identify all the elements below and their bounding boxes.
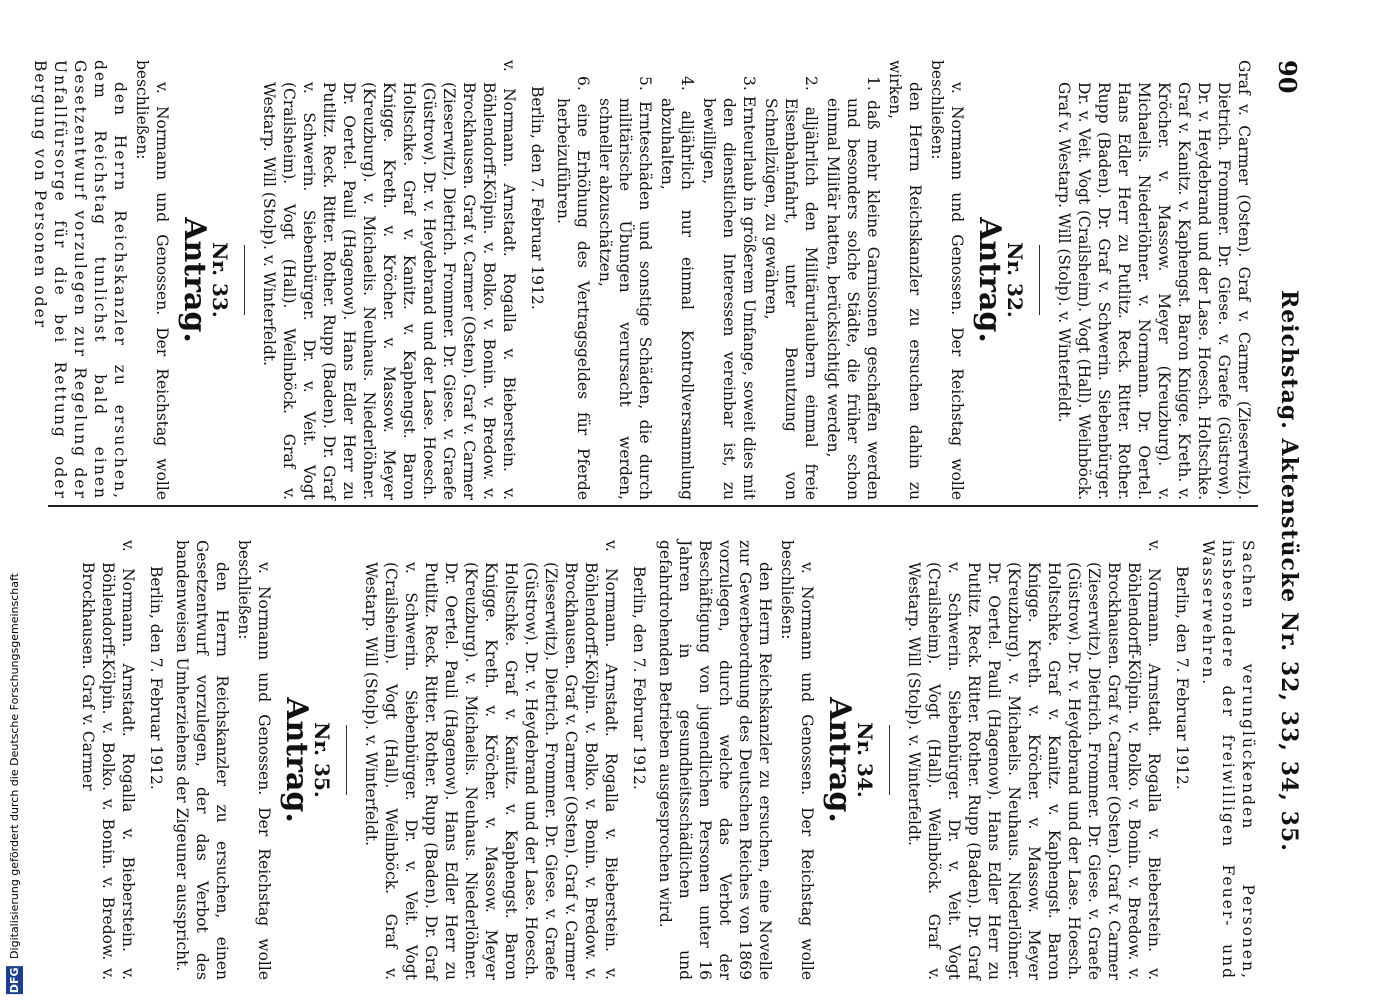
motion-item: 6. eine Erhöhung des Vertragsgeldes für Pferde herbeizuführen. (554, 76, 592, 500)
section-number: Nr. 32. (1003, 242, 1027, 318)
section-rule (889, 725, 890, 795)
motion-item: 4. alljährlich nur einmal Kontrollversammlung abzuhalten, (658, 76, 696, 500)
motion-intro: v. Normann und Genossen. Der Reichstag wolle beschließen: (928, 60, 966, 500)
running-title: Reichstag. Aktenstücke Nr. 32, 33, 34, 35. (1276, 290, 1302, 852)
motion-body: den Herrn Reichskanzler zu ersuchen, einen Gesetzentwurf vorzulegen, der das Verbot des bandenweisen Umherziehens der Zigeuner ausspricht. (173, 540, 231, 980)
motion-item: 5. Ernteschäden und sonstige Schäden, die durch militärische Übungen verursacht werden, schneller abzuschätzen, (596, 76, 654, 500)
section-rule (1039, 245, 1040, 315)
motion-body: den Herrn Reichskanzler zu ersuchen, eine Novelle zur Gewerbeordnung des Deutschen Reiches von 1869 vorzulegen, durch welche das Verbot der Beschäftigung von jugendlichen Personen unter 16 Jahren in gesundheitsschädlichen und gefahrdrohenden Betrieben ausgesprochen wird. (656, 540, 774, 980)
motion-item: 3. Ernteurlaub in größerem Umfange, soweit dies mit den dienstlichen Interessen vereinbar ist, zu bewilligen, (700, 76, 758, 500)
motion-intro: v. Normann und Genossen. Der Reichstag wolle beschließen: (235, 540, 273, 980)
motion-date: Berlin, den 7. Februar 1912. (147, 566, 165, 790)
signers-list: v. Normann. Arnstadt. Rogalla v. Bieberstein. v. Böhlendorff-Kölpin. v. Bolko. v. Bonin. v. Bredow. v. Brockhausen. Graf v. Carmer (Osten). Graf v. Carmer (Zieserwitz). Dietrich. Frommer. Dr. Giese. v. Graefe (Güstrow). Dr. v. Heydebrand und der Lase. Hoesch. Holtschke. Graf v. Kanitz. v. Kaphengst. Baron Knigge. Kreth. v. Kröcher. v. Massow. Meyer (Kreuzburg). v. Michaelis. Neuhaus. Niederlöhner. Dr. Oertel. Pauli (Hagenow). Hans Edler Herr zu Putlitz. Reck. Ritter. Rother. Rupp (Baden). Dr. Graf v. Schwerin. Siebenbürger. Dr. v. Veit. Vogt (Crailsheim). Vogt (Hall). Weilnböck. Graf v. Westarp. Will (Stolp). v. Winterfeldt. (362, 540, 620, 980)
signers-list: Graf v. Carmer (Osten). Graf v. Carmer (Zieserwitz). Dietrich. Frommer. Dr. Giese. v. Graefe (Güstrow). Dr. v. Heydebrand und der Lase. Hoesch. Holtschke. Graf v. Kanitz. v. Kaphengst. Baron Knigge. Kreth. v. Kröcher. v. Massow. Meyer (Kreuzburg). v. Michaelis. Niederlöhner. v. Normann. Dr. Oertel. Hans Edler Herr zu Putlitz. Reck. Ritter. Rother. Rupp (Baden). Dr. Graf v. Schwerin. Siebenbürger. Dr. v. Veit. Vogt (Crailsheim). Vogt (Hall). Weilnböck. Graf v. Westarp. Will (Stolp). v. Winterfeldt. (1055, 60, 1253, 500)
motion-date: Berlin, den 7. Februar 1912. (528, 86, 546, 310)
motion-intro: v. Normann und Genossen. Der Reichstag wolle beschließen: (778, 540, 816, 980)
section-title: Antrag. (972, 217, 1007, 343)
page-header (1262, 60, 1302, 940)
funding-note (6, 573, 23, 994)
motion-item: 2. alljährlich den Militärurlaubern einmal freie Eisenbahnfahrt, unter Benutzung von Schnellzügen, zu gewähren, (762, 76, 820, 500)
page-number: 90 (1273, 60, 1302, 94)
signers-list: v. Normann. Arnstadt. Rogalla v. Bieberstein. v. Böhlendorff-Kölpin. v. Bolko. v. Bonin. v. Bredow. v. Brockhausen. Graf v. Carmer (Osten). Graf v. Carmer (Zieserwitz). Dietrich. Frommer. Dr. Giese. v. Graefe (Güstrow). Dr. v. Heydebrand und der Lase. Hoesch. Holtschke. Graf v. Kanitz. v. Kaphengst. Baron Knigge. Kreth. v. Kröcher. v. Massow. Meyer (Kreuzburg). v. Michaelis. Neuhaus. Niederlöhner. Dr. Oertel. Pauli (Hagenow). Hans Edler Herr zu Putlitz. Reck. Ritter. Rother. Rupp (Baden). Dr. Graf v. Schwerin. Siebenbürger. Dr. v. Veit. Vogt (Crailsheim). Vogt (Hall). Weilnböck. Graf v. Westarp. Will (Stolp). v. Winterfeldt. (260, 60, 518, 500)
right-column (76, 540, 1258, 980)
motion-intro: v. Normann und Genossen. Der Reichstag wolle beschließen: (133, 60, 171, 500)
dfg-logo: DFG (8, 967, 21, 993)
signers-list: v. Normann. Arnstadt. Rogalla v. Bieberstein. v. Böhlendorff-Kölpin. v. Bolko. v. Bonin. v. Bredow. v. Brockhausen. Graf v. Carmer (79, 540, 137, 980)
motion-date: Berlin, den 7. Februar 1912. (630, 566, 648, 790)
left-column (28, 60, 1258, 500)
motion-body: den Herrn Reichskanzler zu ersuchen, dem Reichstag tunlichst bald einen Gesetzentwurf vorzulegen zur Regelung der Unfallfürsorge für die bei Rettung oder Bergung von Personen oder (31, 60, 129, 500)
section-title: Antrag. (822, 697, 857, 823)
section-rule (244, 245, 245, 315)
section-title: Antrag. (279, 697, 314, 823)
motion-item: 1. daß mehr kleine Garnisonen geschaffen werden und besonders solche Städte, die früher schon einmal Militär hatten, berücksichtigt werden, (824, 76, 882, 500)
section-number: Nr. 35. (310, 722, 334, 798)
section-title: Antrag. (177, 217, 212, 343)
funding-note-text: Digitalisierung gefördert durch die Deutsche Forschungsgemeinschaft (8, 572, 21, 959)
motion-body-continued: Sachen verunglückenden Personen, insbesondere der freiwilligen Feuer- und Wasserwehren. (1199, 540, 1257, 980)
signers-list: v. Normann. Arnstadt. Rogalla v. Bieberstein. v. Böhlendorff-Kölpin. v. Bolko. v. Bonin. v. Bredow. v. Brockhausen. Graf v. Carmer (Osten). Graf v. Carmer (Zieserwitz). Dietrich. Frommer. Dr. Giese. v. Graefe (Güstrow). Dr. v. Heydebrand und der Lase. Hoesch. Holtschke. Graf v. Kanitz. v. Kaphengst. Baron Knigge. Kreth. v. Kröcher. v. Massow. Meyer (Kreuzburg). v. Michaelis. Neuhaus. Niederlöhner. Dr. Oertel. Pauli (Hagenow). Hans Edler Herr zu Putlitz. Reck. Ritter. Rother. Rupp (Baden). Dr. Graf v. Schwerin. Siebenbürger. Dr. v. Veit. Vogt (Crailsheim). Vogt (Hall). Weilnböck. Graf v. Westarp. Will (Stolp). v. Winterfeldt. (905, 540, 1163, 980)
section-number: Nr. 33. (208, 242, 232, 318)
section-rule (346, 725, 347, 795)
motion-lead: den Herrn Reichskanzler zu ersuchen dahin zu wirken, (886, 60, 924, 500)
motion-date: Berlin, den 7. Februar 1912. (1173, 566, 1191, 790)
section-number: Nr. 34. (853, 722, 877, 798)
column-divider (48, 505, 1258, 507)
scanned-page (10, 0, 1310, 1000)
